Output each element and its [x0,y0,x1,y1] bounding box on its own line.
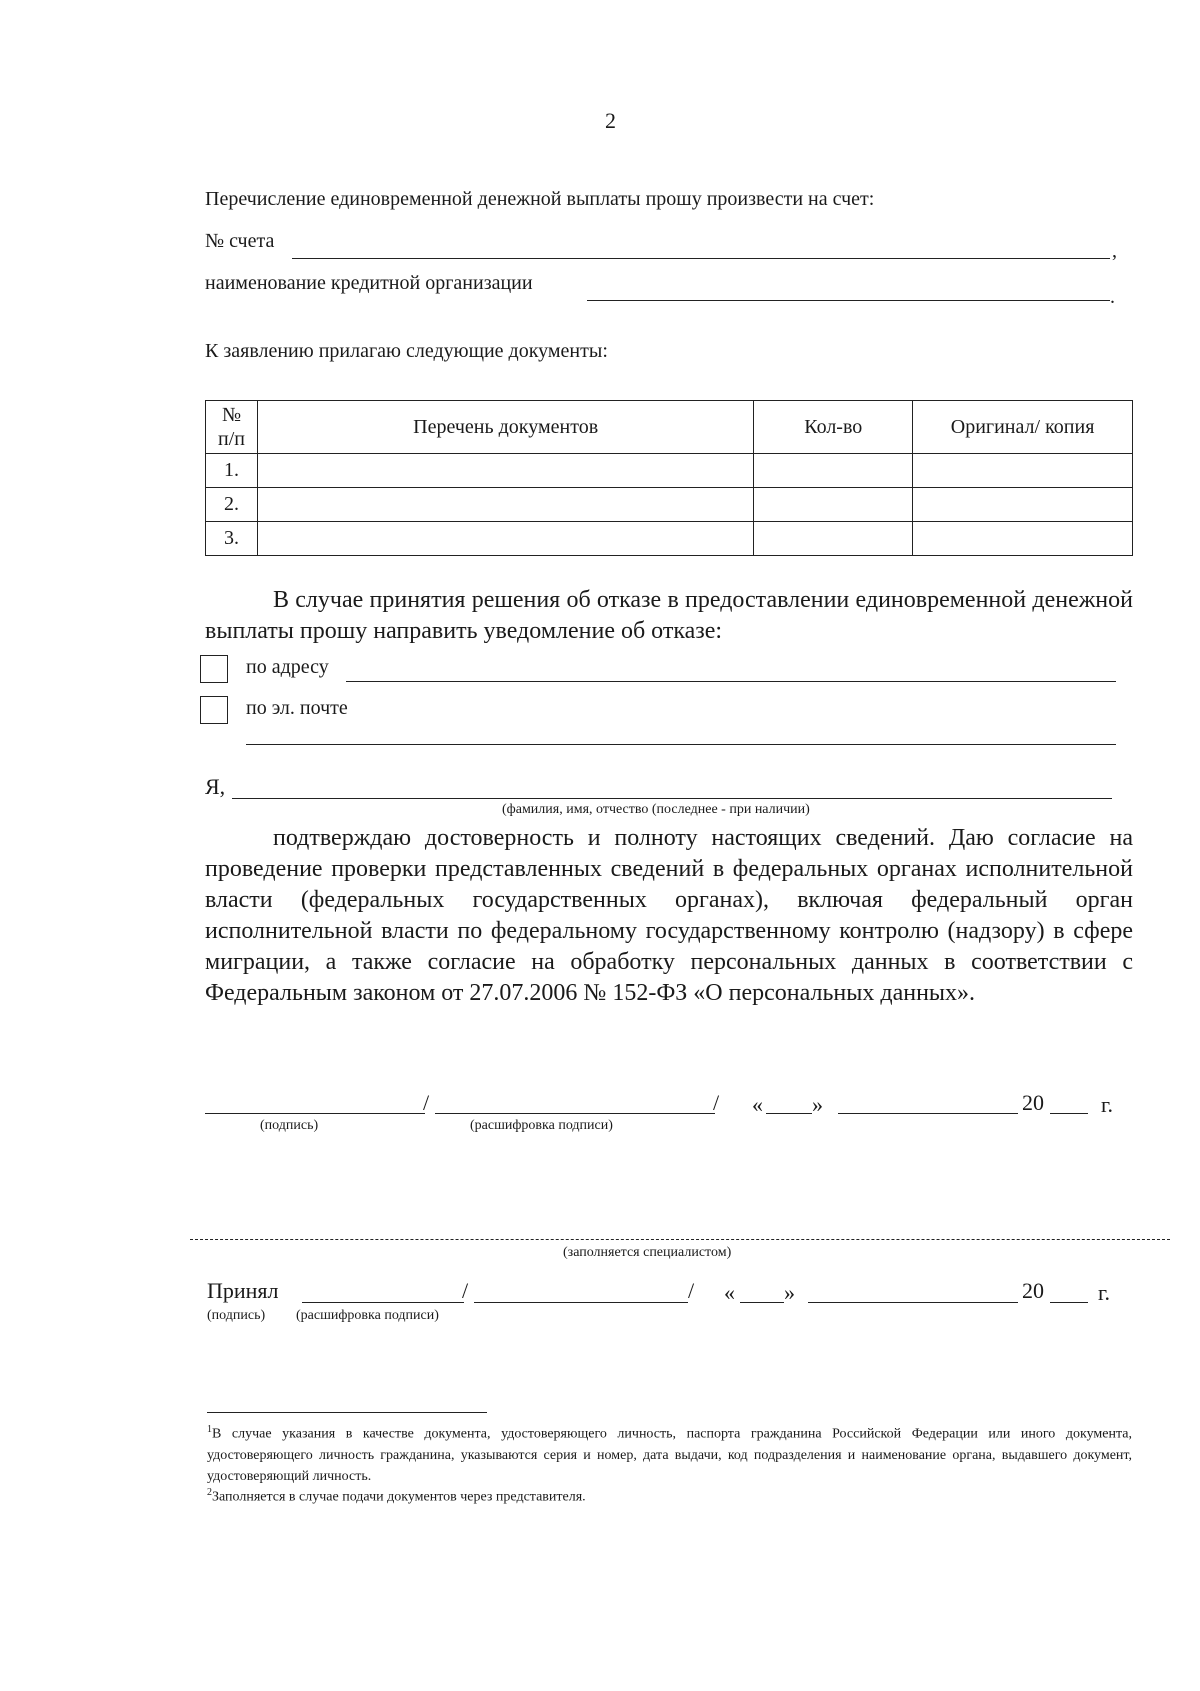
bank-end-mark: . [1110,286,1115,308]
day-quote-close: » [812,1092,823,1117]
footnote-1-text: В случае указания в качестве документа, удостоверяющего личность, паспорта гражданина Российской Федерации или иного документа, удостоверяющего личность гражданина, указываются серия и номер, дата выдачи, код подразделения и наименование органа, выдавшего документ, удостоверяющий личность. [207,1426,1132,1484]
specialist-day-quote-open: « [724,1280,735,1305]
signature-decode-hint: (расшифровка подписи) [470,1118,613,1133]
day-field[interactable] [766,1113,812,1114]
refusal-text: В случае принятия решения об отказе в предоставлении единовременной денежной выплаты прошу направить уведомление об отказе: [205,587,1133,644]
year-prefix: 20 [1022,1090,1044,1115]
header-list: Перечень документов [257,401,753,454]
row-orig[interactable] [913,454,1133,488]
address-label: по адресу [246,656,329,678]
header-num: № п/п [206,401,258,454]
day-quote-open: « [752,1092,763,1117]
row-orig[interactable] [913,488,1133,522]
documents-table-header [206,401,1133,454]
table-row [206,454,1133,488]
bank-label: наименование кредитной организации [205,272,533,294]
specialist-decode-field[interactable] [474,1302,688,1303]
footnote-2-text: Заполняется в случае подачи документов через представителя. [212,1489,586,1505]
documents-table [205,400,1133,556]
specialist-day-field[interactable] [740,1302,784,1303]
signature-hint: (подпись) [260,1118,319,1133]
specialist-signature-hint: (подпись) [207,1308,266,1323]
account-end-mark: , [1112,240,1117,262]
row-count[interactable] [754,522,913,556]
specialist-slash: / [462,1278,469,1303]
account-label: № счета [205,230,275,252]
footnote-separator [207,1412,487,1413]
row-orig[interactable] [913,522,1133,556]
specialist-decode-hint: (расшифровка подписи) [296,1308,439,1323]
address-field[interactable] [346,681,1116,682]
accepted-label: Принял [207,1278,279,1303]
specialist-signature-field[interactable] [302,1302,464,1303]
email-field[interactable] [246,744,1116,745]
page-number: 2 [605,108,616,133]
specialist-year-suffix: г. [1098,1280,1111,1305]
email-checkbox[interactable] [200,696,228,724]
signature-slash-2: / [713,1090,720,1115]
row-num: 1. [206,454,258,488]
footnote-1 [207,1419,1132,1487]
year-field[interactable] [1050,1113,1088,1114]
i-label: Я, [205,774,226,799]
year-suffix: г. [1101,1092,1114,1117]
consent-text: подтверждаю достоверность и полноту настоящих сведений. Даю согласие на проведение проверки представленных сведений в федеральных органах исполнительной власти (федеральных государственных органах), включая федеральный орган исполнительной власти по федеральному государственному контролю (надзору) в сфере миграции, а также согласие на обработку персональных данных в соответствии с Федеральным законом от 27.07.2006 № 152-ФЗ «О персональных данных». [205,825,1133,1006]
signature-slash: / [423,1090,430,1115]
header-orig: Оригинал/ копия [913,401,1133,454]
specialist-day-quote-close: » [784,1280,795,1305]
row-doc-name[interactable] [257,454,753,488]
table-row [206,522,1133,556]
header-count: Кол-во [754,401,913,454]
footnote-1-mark: 1 [207,1424,212,1435]
specialist-note: (заполняется специалистом) [563,1245,732,1260]
footnote-2-mark: 2 [207,1487,212,1498]
month-field[interactable] [838,1113,1018,1114]
specialist-year-prefix: 20 [1022,1278,1044,1303]
signature-decode-field[interactable] [435,1113,715,1114]
footnote-2 [207,1482,1132,1508]
row-num: 3. [206,522,258,556]
bank-name-field[interactable] [587,300,1110,301]
documents-intro: К заявлению прилагаю следующие документы: [205,340,608,362]
table-row [206,488,1133,522]
account-number-field[interactable] [292,258,1110,259]
row-num: 2. [206,488,258,522]
email-label: по эл. почте [246,697,348,719]
specialist-separator [190,1239,1170,1240]
row-doc-name[interactable] [257,522,753,556]
specialist-month-field[interactable] [808,1302,1018,1303]
full-name-field[interactable] [232,798,1112,799]
signature-field[interactable] [205,1113,425,1114]
address-checkbox[interactable] [200,655,228,683]
payment-intro: Перечисление единовременной денежной выплаты прошу произвести на счет: [205,188,875,210]
full-name-hint: (фамилия, имя, отчество (последнее - при наличии) [502,802,810,817]
row-doc-name[interactable] [257,488,753,522]
specialist-slash-2: / [688,1278,695,1303]
specialist-year-field[interactable] [1050,1302,1088,1303]
row-count[interactable] [754,454,913,488]
row-count[interactable] [754,488,913,522]
